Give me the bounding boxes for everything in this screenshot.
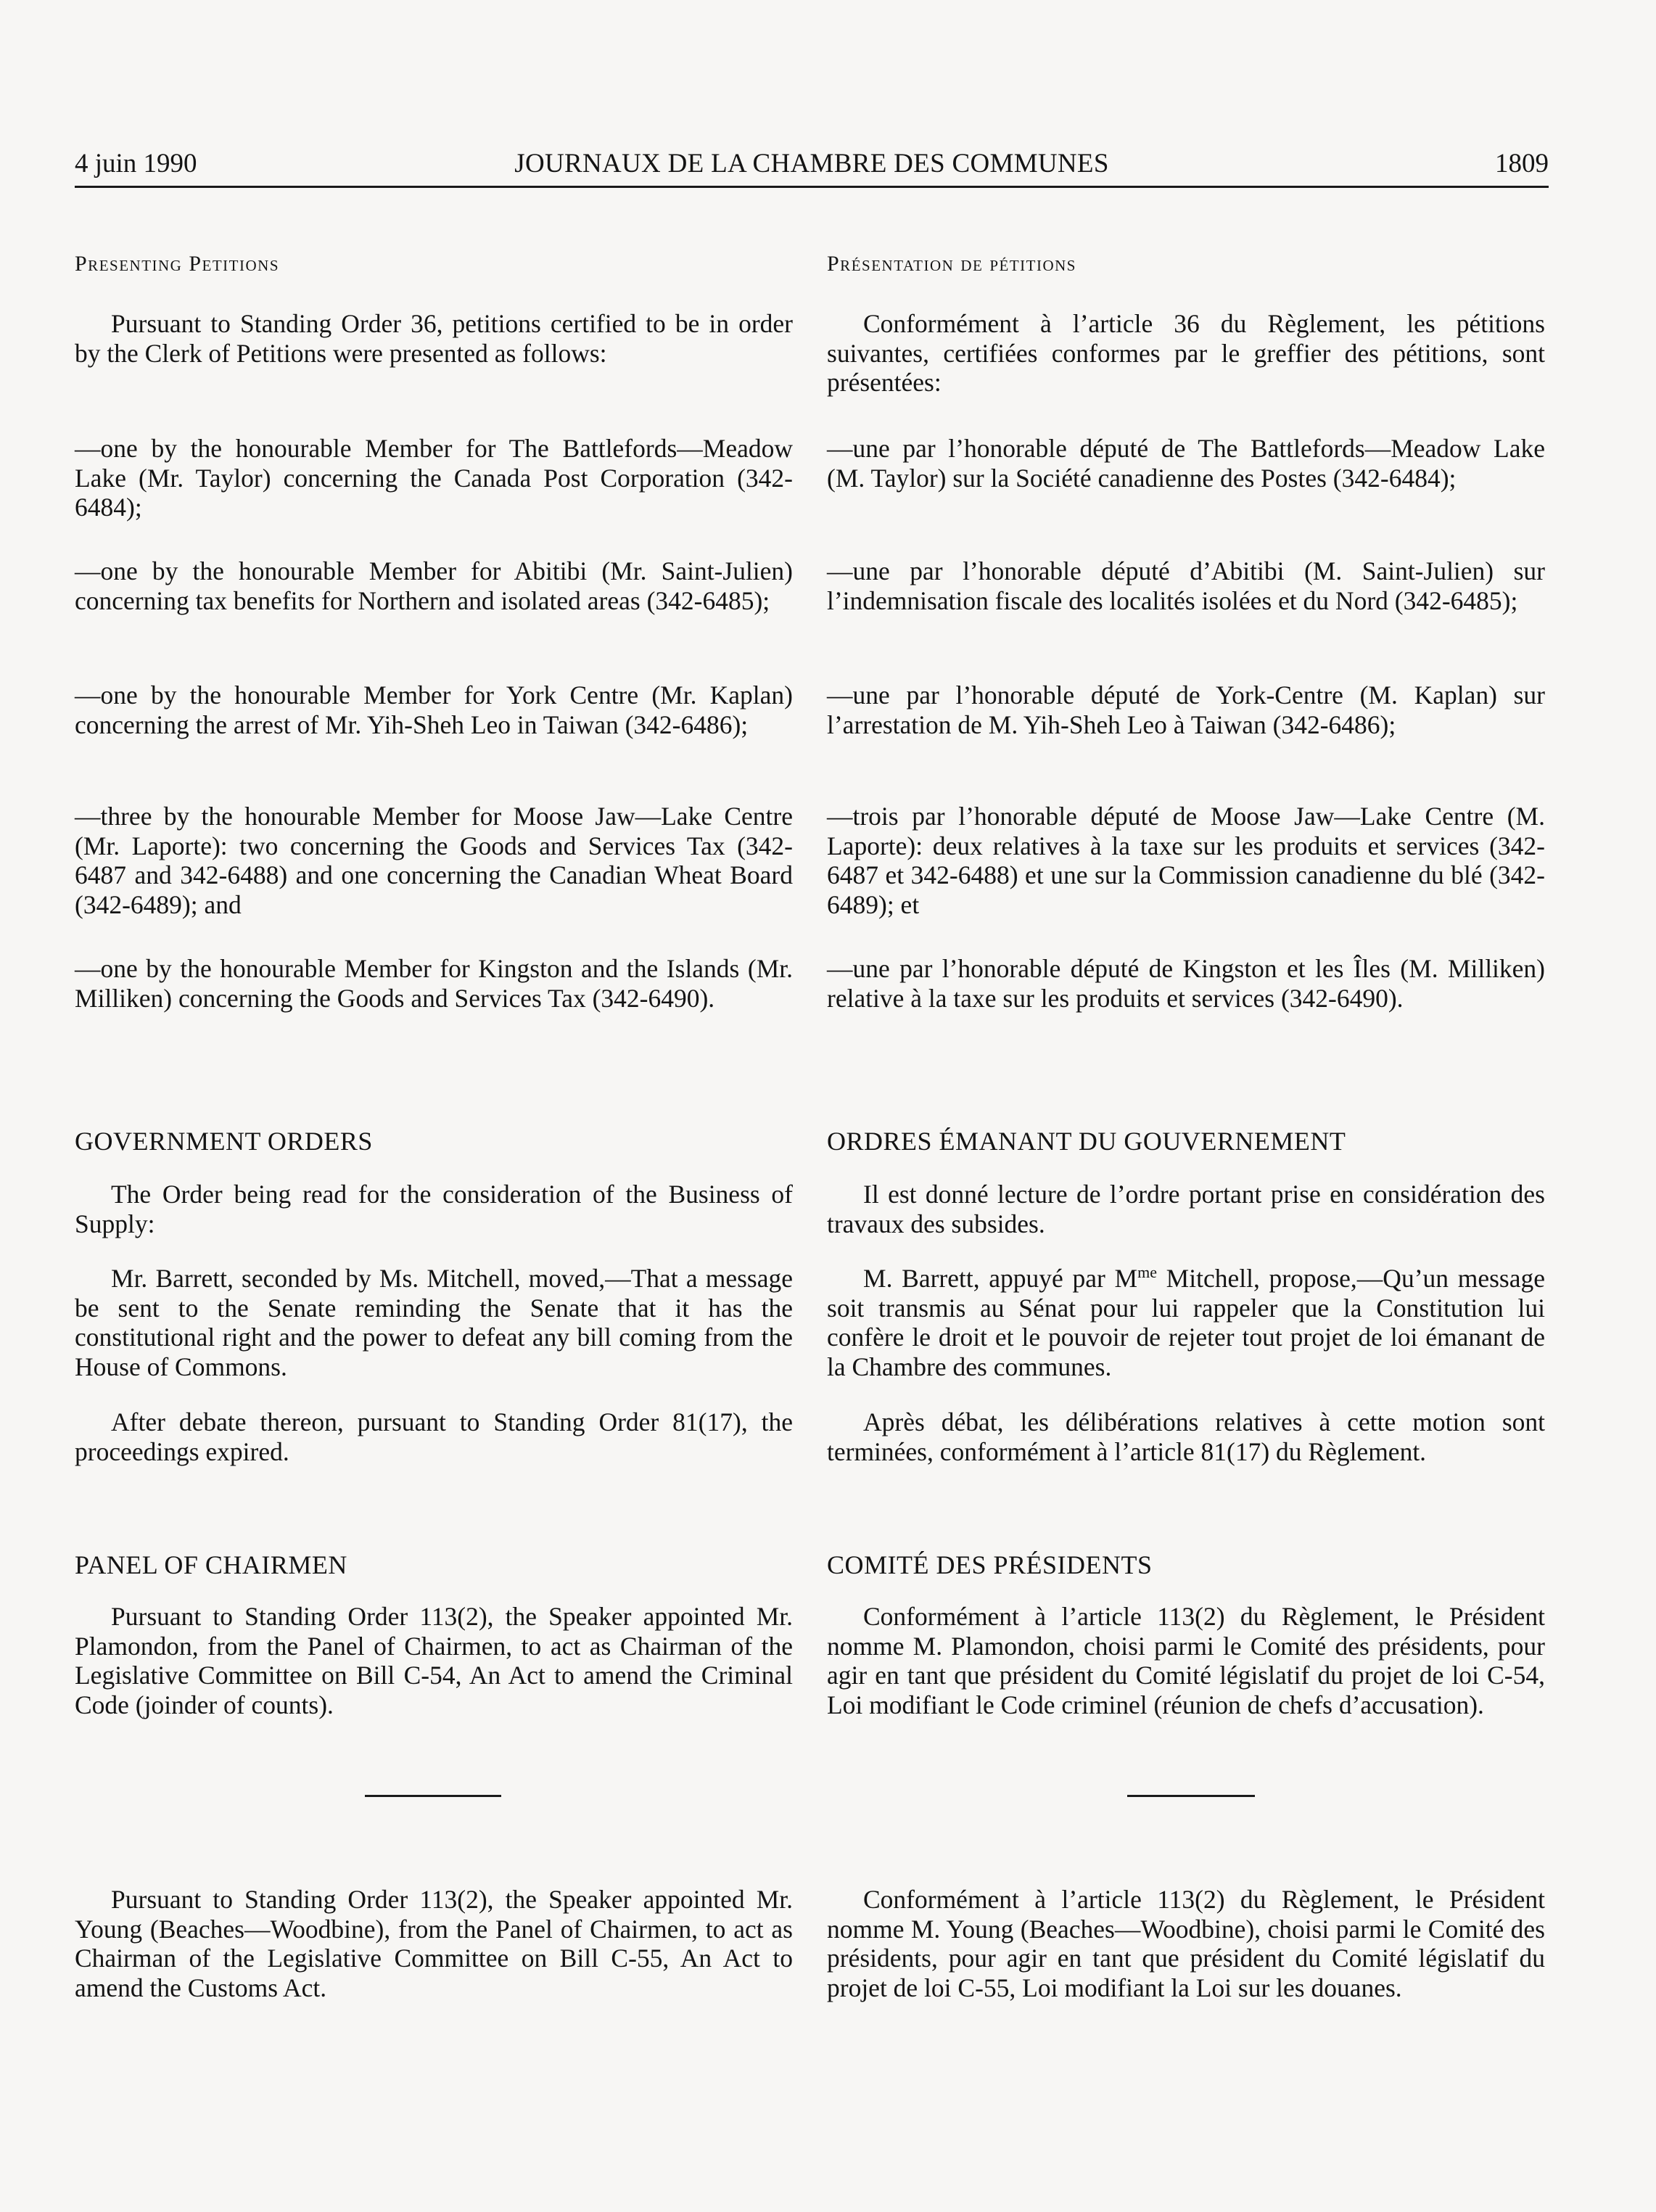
panel-text: Pursuant to Standing Order 113(2), the Speaker appointed Mr. Plamondon, from the Panel of Chairmen, to act as Chairman of the Legislative Committee on Bill C-54, An Act to amend the Criminal Code (joinder of counts). [75,1602,793,1719]
petition-item-fr [827,681,1545,739]
gov-text: Mr. Barrett, seconded by Ms. Mitchell, moved,—That a message be sent to the Senate reminding the Senate that it has the constitutional right and the power to defeat any bill coming from the House of Commons. [75,1264,793,1381]
gov-text: Après débat, les délibérations relatives à cette motion sont terminées, conformément à l’article 81(17) du Règlement. [827,1407,1545,1466]
panel-paragraph-fr [827,1602,1545,1719]
gov-paragraph-en [75,1180,793,1238]
gov-paragraph-fr [827,1407,1545,1466]
government-orders-heading-fr: ORDRES ÉMANANT DU GOUVERNEMENT [827,1127,1346,1156]
petitions-heading-fr: Présentation de pétitions [827,252,1076,276]
gov-text-part: M. Barrett, appuyé par M [863,1264,1138,1293]
petitions-intro-text: Conformément à l’article 36 du Règlement, les pétitions suivantes, certifiées conformes par le greffier des pétitions, sont présentées: [827,309,1545,397]
petition-item-fr [827,802,1545,919]
government-orders-heading: GOVERNMENT ORDERS [75,1127,373,1156]
petition-item-en [75,954,793,1013]
petition-item-fr [827,954,1545,1013]
panel-paragraph-fr [827,1885,1545,2002]
petition-item-text: —three by the honourable Member for Moose Jaw—Lake Centre (Mr. Laporte): two concerning the Goods and Services Tax (342-6487 and 342-6488) and one concerning the Canadian Wheat Board (342-6489); and [75,802,793,919]
petition-item-en [75,802,793,919]
superscript-me: me [1137,1263,1157,1282]
petition-item-text: —une par l’honorable député de Kingston et les Îles (M. Milliken) relative à la taxe sur les produits et services (342-6490). [827,954,1545,1013]
panel-paragraph-en [75,1602,793,1719]
gov-text: After debate thereon, pursuant to Standing Order 81(17), the proceedings expired. [75,1407,793,1466]
panel-text: Pursuant to Standing Order 113(2), the Speaker appointed Mr. Young (Beaches—Woodbine), from the Panel of Chairmen, to act as Chairman of the Legislative Committee on Bill C-55, An Act to amend the Customs Act. [75,1885,793,2002]
section-divider [1127,1795,1255,1797]
gov-text [827,1264,1545,1381]
page-number: 1809 [1495,149,1549,178]
gov-paragraph-en [75,1407,793,1466]
panel-text: Conformément à l’article 113(2) du Règlement, le Président nomme M. Plamondon, choisi parmi le Comité des présidents, pour agir en tant que président du Comité législatif du projet de loi C-54, Loi modifiant le Code criminel (réunion de chefs d’accusation). [827,1602,1545,1719]
running-header [75,148,1549,188]
petitions-intro-fr [827,309,1545,398]
petition-item-text: —one by the honourable Member for Abitibi (Mr. Saint-Julien) concerning tax benefits for Northern and isolated areas (342-6485); [75,556,793,615]
gov-paragraph-fr [827,1180,1545,1238]
gov-text: Il est donné lecture de l’ordre portant prise en considération des travaux des subsides. [827,1180,1545,1238]
header-date: 4 juin 1990 [75,149,197,178]
petition-item-text: —one by the honourable Member for The Battlefords—Meadow Lake (Mr. Taylor) concerning the Canada Post Corporation (342-6484); [75,434,793,522]
gov-paragraph-fr [827,1264,1545,1381]
header-title: JOURNAUX DE LA CHAMBRE DES COMMUNES [514,149,1109,178]
panel-heading-en: PANEL OF CHAIRMEN [75,1550,347,1579]
petitions-intro-en [75,309,793,368]
gov-text: The Order being read for the consideration of the Business of Supply: [75,1180,793,1238]
petition-item-en [75,556,793,615]
petition-item-fr [827,556,1545,615]
petition-item-fr [827,434,1545,493]
panel-text: Conformément à l’article 113(2) du Règlement, le Président nomme M. Young (Beaches—Woodbine), choisi parmi le Comité des présidents, pour agir en tant que président du Comité législatif du projet de loi C-55, Loi modifiant la Loi sur les douanes. [827,1885,1545,2002]
petition-item-text: —une par l’honorable député de York-Centre (M. Kaplan) sur l’arrestation de M. Yih-Sheh Leo à Taiwan (342-6486); [827,681,1545,739]
petition-item-text: —une par l’honorable député de The Battlefords—Meadow Lake (M. Taylor) sur la Société canadienne des Postes (342-6484); [827,434,1545,493]
gov-text-part: Mitchell, propose,—Qu’un message soit transmis au Sénat pour lui rappeler que la Constitution lui confère le droit et le pouvoir de rejeter tout projet de loi émanant de la Chambre des communes. [827,1264,1545,1381]
section-divider [365,1795,501,1797]
petitions-intro-text: Pursuant to Standing Order 36, petitions certified to be in order by the Clerk of Petitions were presented as follows: [75,309,793,368]
petition-item-text: —une par l’honorable député d’Abitibi (M. Saint-Julien) sur l’indemnisation fiscale des localités isolées et du Nord (342-6485); [827,556,1545,615]
petition-item-en [75,434,793,522]
panel-paragraph-en [75,1885,793,2002]
petition-item-text: —one by the honourable Member for Kingston and the Islands (Mr. Milliken) concerning the Goods and Services Tax (342-6490). [75,954,793,1013]
gov-paragraph-en [75,1264,793,1381]
petition-item-en [75,681,793,739]
panel-heading-fr: COMITÉ DES PRÉSIDENTS [827,1550,1153,1579]
petitions-heading-en: Presenting Petitions [75,252,280,276]
petition-item-text: —one by the honourable Member for York Centre (Mr. Kaplan) concerning the arrest of Mr. Yih-Sheh Leo in Taiwan (342-6486); [75,681,793,739]
petition-item-text: —trois par l’honorable député de Moose Jaw—Lake Centre (M. Laporte): deux relatives à la taxe sur les produits et services (342-6487 et 342-6488) et une sur la Commission canadienne du blé (342-6489); et [827,802,1545,919]
